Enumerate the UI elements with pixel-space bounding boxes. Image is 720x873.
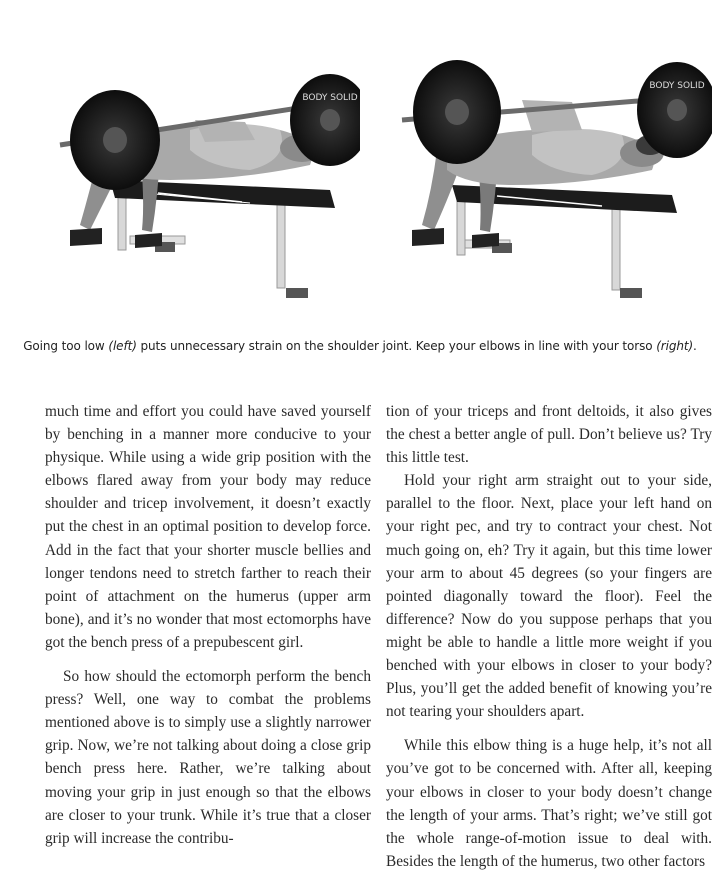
caption-text: puts unnecessary strain on the shoulder joint. Keep your elbows in line with your torso (136, 339, 657, 353)
body-column-left (45, 400, 371, 850)
photo-row (40, 30, 705, 320)
caption-left-label: (left) (108, 339, 137, 353)
caption-right-label: (right) (656, 339, 694, 353)
figure-caption (0, 339, 720, 353)
photo-bench-press-too-low (40, 30, 360, 320)
paragraph: While this elbow thing is a huge help, it’s not all you’ve got to be concerned with. After all, keeping your elbows in closer to your body doesn’t change the length of your arms. That’s right; we’ve still got the whole range-of-motion issue to deal with. Besides the length of the humerus, two other factors (386, 737, 712, 870)
photo-bench-press-correct (392, 30, 712, 320)
plate-logo: BODY SOLID (649, 81, 705, 91)
caption-text: . (693, 339, 697, 353)
caption-text: Going too low (23, 339, 109, 353)
body-column-right (386, 400, 712, 873)
paragraph: So how should the ectomorph perform the bench press? Well, one way to combat the problems mentioned above is to simply use a slightly narrower grip. Now, we’re not talking about doing a close grip bench press here. Rather, we’re talking about moving your grip in just enough so that the elbows are closer to your trunk. While it’s true that a closer grip will increase the contribu- (45, 668, 371, 847)
plate-logo: BODY SOLID (302, 93, 358, 103)
paragraph: tion of your triceps and front deltoids, it also gives the chest a better angle of pull. Don’t believe us? Try this little test. (386, 403, 712, 467)
paragraph: much time and effort you could have saved yourself by benching in a manner more conducive to your physique. While using a wide grip position with the elbows flared away from your body may reduce shoulder and tricep involvement, it doesn’t exactly put the chest in an optimal position to develop force. Add in the fact that your shorter muscle bellies and longer tendons need to stretch farther to reach their point of attachment on the humerus (upper arm bone), and it’s no wonder that most ectomorphs have got the bench press of a prepubescent girl. (45, 403, 371, 651)
paragraph: Hold your right arm straight out to your side, parallel to the floor. Next, place your left hand on your right pec, and try to contract your chest. Not much going on, eh? Try it again, but this time lower your arm to about 45 degrees (so your fingers are pointed diagonally toward the floor). Feel the difference? Now do you suppose perhaps that you might be able to handle a little more weight if you benched with your elbows in closer to your body? Plus, you’ll get the added benefit of knowing you’re not tearing your shoulders apart. (386, 472, 712, 721)
